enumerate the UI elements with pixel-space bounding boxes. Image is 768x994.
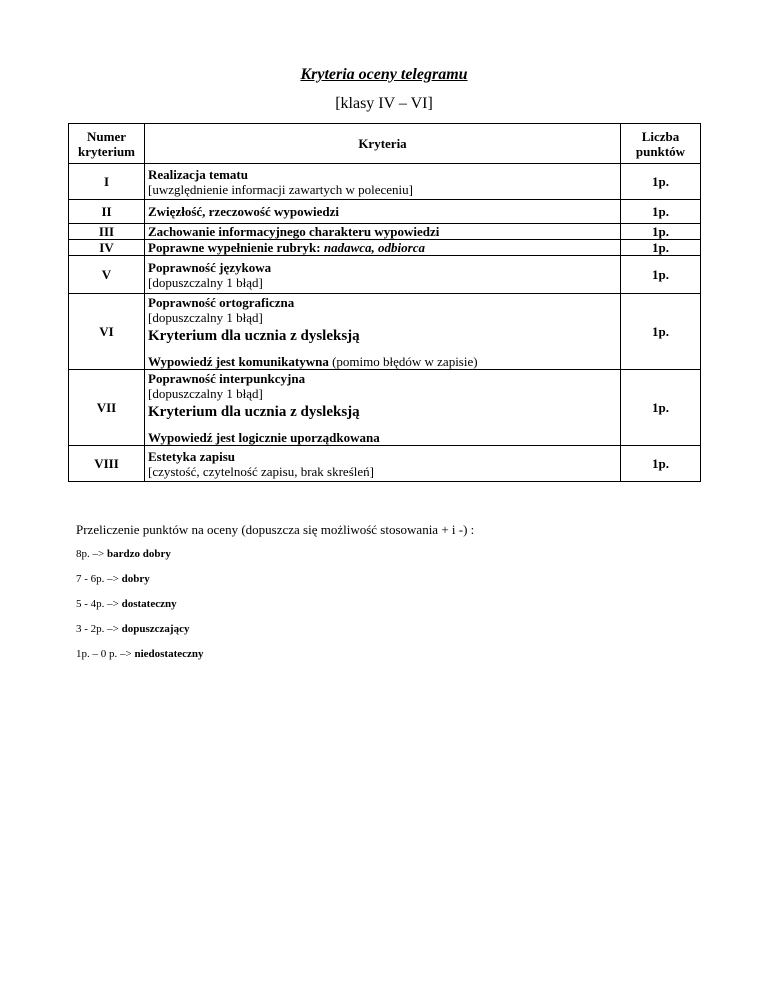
dyslexia-title: Kryterium dla ucznia z dysleksją [148,403,360,420]
row-number: VI [69,294,145,370]
row-criteria [145,164,621,200]
document-subtitle: [klasy IV – VI] [335,95,433,112]
header-criteria: Kryteria [145,124,621,164]
criteria-note: [dopuszczalny 1 błąd] [148,309,263,325]
conversion-title: Przeliczenie punktów na oceny (dopuszcza się możliwość stosowania + i -) : [76,522,475,537]
row-criteria [145,224,621,240]
row-number: I [69,164,145,200]
row-number: IV [69,240,145,256]
criteria-main-prefix: Poprawne wypełnienie rubryk: [148,240,324,255]
conversion-grade: dostateczny [121,598,177,610]
row-criteria [145,446,621,482]
row-criteria [145,370,621,446]
list-item [76,648,204,667]
table-row [69,224,701,240]
list-item [76,573,204,592]
row-points: 1p. [621,370,701,446]
dyslexia-criterion: Wypowiedź jest komunikatywna [148,353,329,369]
row-criteria [145,294,621,370]
table-row [69,446,701,482]
conversion-range: 7 - 6p. –> [76,573,122,585]
dyslexia-title: Kryterium dla ucznia z dysleksją [148,327,360,344]
conversion-grade: dobry [121,573,150,585]
row-points: 1p. [621,224,701,240]
criteria-main-italic: nadawca, odbiorca [323,240,425,255]
row-points: 1p. [621,294,701,370]
conversion-grade: dopuszczający [121,623,190,635]
dyslexia-note: (pomimo błędów w zapisie) [328,353,478,369]
row-number: VII [69,370,145,446]
table-row [69,294,701,370]
row-points: 1p. [621,200,701,224]
criteria-main: Estetyka zapisu [148,448,236,464]
document-title: Kryteria oceny telegramu [300,66,468,83]
criteria-main: Zwięzłość, rzeczowość wypowiedzi [148,204,339,219]
criteria-main: Poprawność interpunkcyjna [148,370,306,386]
table-row [69,370,701,446]
conversion-range: 5 - 4p. –> [76,598,122,610]
list-item [76,623,204,642]
criteria-note: [dopuszczalny 1 błąd] [148,274,263,290]
conversion-range: 8p. –> [76,548,107,560]
criteria-note: [dopuszczalny 1 błąd] [148,385,263,401]
row-number: III [69,224,145,240]
row-criteria [145,240,621,256]
table-header-row [69,124,701,164]
conversion-range: 3 - 2p. –> [76,623,122,635]
list-item [76,598,204,617]
conversion-list [76,548,204,673]
list-item [76,548,204,567]
row-criteria [145,200,621,224]
criteria-note: [czystość, czytelność zapisu, brak skreśleń] [148,463,374,479]
row-points: 1p. [621,240,701,256]
table-row [69,256,701,294]
row-number: II [69,200,145,224]
header-number: Numer kryterium [69,124,145,164]
conversion-grade: niedostateczny [134,648,204,660]
criteria-main: Zachowanie informacyjnego charakteru wypowiedzi [148,224,440,239]
table-row [69,164,701,200]
criteria-main: Poprawność językowa [148,259,272,275]
criteria-table [68,123,701,482]
row-number: VIII [69,446,145,482]
row-criteria [145,256,621,294]
row-number: V [69,256,145,294]
row-points: 1p. [621,446,701,482]
conversion-range: 1p. – 0 p. –> [76,648,135,660]
criteria-main: Realizacja tematu [148,166,248,182]
criteria-note: [uwzględnienie informacji zawartych w poleceniu] [148,181,413,197]
table-row [69,240,701,256]
criteria-main: Poprawność ortograficzna [148,294,295,310]
header-points: Liczba punktów [621,124,701,164]
dyslexia-criterion: Wypowiedź jest logicznie uporządkowana [148,429,380,445]
row-points: 1p. [621,256,701,294]
conversion-grade: bardzo dobry [106,548,171,560]
table-row [69,200,701,224]
row-points: 1p. [621,164,701,200]
